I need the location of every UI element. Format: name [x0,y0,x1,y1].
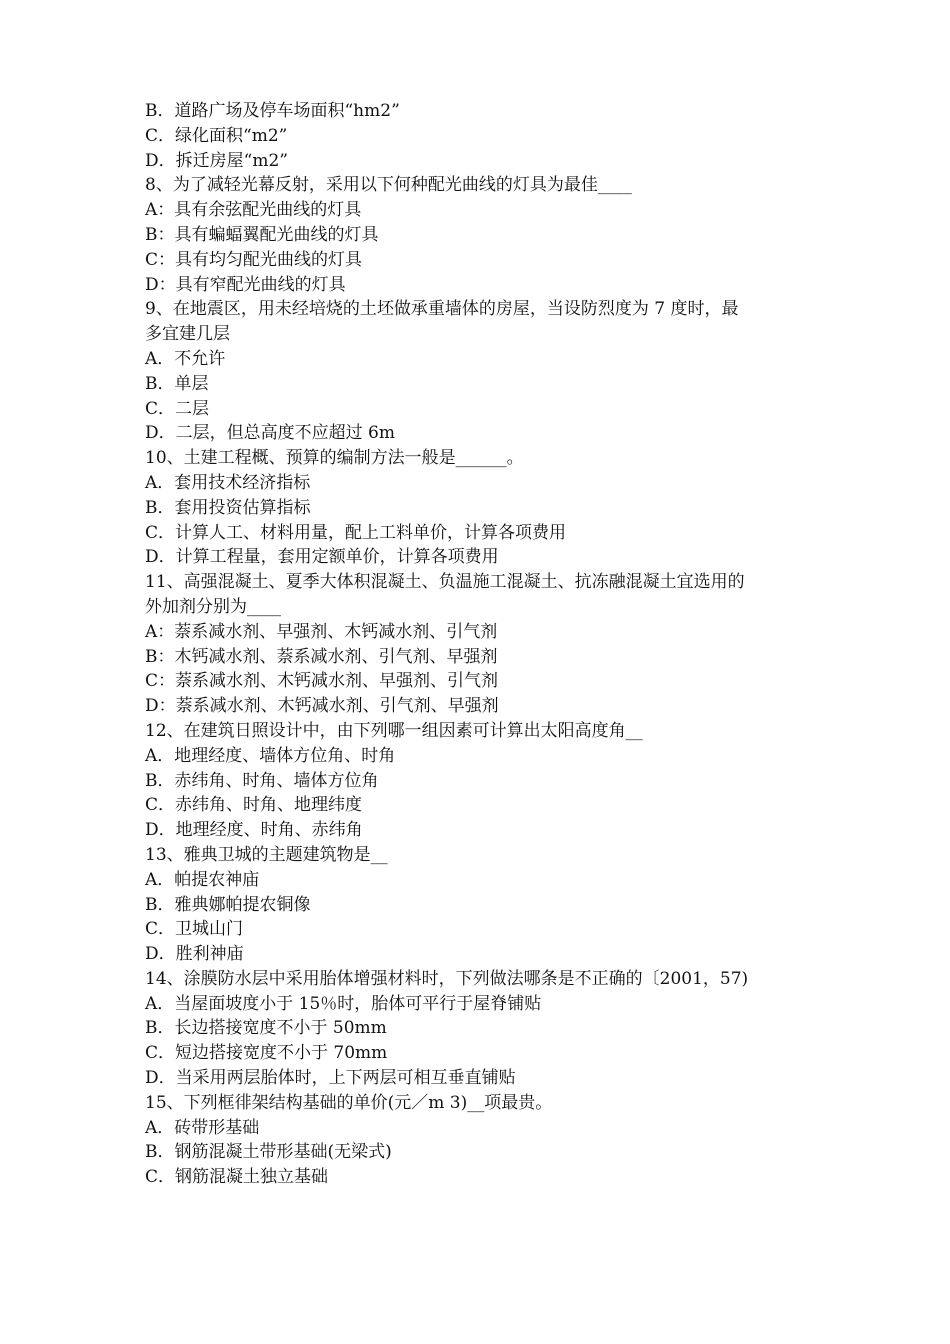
text-line: B．赤纬角、时角、墙体方位角 [145,770,379,791]
text-line: A．砖带形基础 [145,1117,260,1138]
text-line: C．短边搭接宽度不小于 70mm [145,1043,388,1064]
document-text-body [145,99,825,1190]
text-line: B．道路广场及停车场面积“hm2” [145,101,400,121]
question-12: 12、在建筑日照设计中，由下列哪一组因素可计算出太阳高度角__ [145,720,643,741]
text-line: C．钢筋混凝土独立基础 [145,1167,329,1188]
text-line: B．长边搭接宽度不小于 50mm [145,1018,387,1039]
text-line: C．计算人工、材料用量，配上工料单价，计算各项费用 [145,522,567,543]
text-line: D：萘系减水剂、木钙减水剂、引气剂、早强剂 [145,696,499,717]
text-line: A．不允许 [145,348,226,369]
text-line: B：木钙减水剂、萘系减水剂、引气剂、早强剂 [145,646,498,667]
text-line: C．二层 [145,398,210,419]
text-line: A．套用技术经济指标 [145,472,311,493]
text-line: 外加剂分别为____ [145,596,281,617]
text-line: D．当采用两层胎体时，上下两层可相互垂直铺贴 [145,1068,516,1089]
text-line: C：具有均匀配光曲线的灯具 [145,249,363,270]
text-line: C：萘系减水剂、木钙减水剂、早强剂、引气剂 [145,671,499,692]
question-8: 8、为了减轻光幕反射，采用以下何种配光曲线的灯具为最佳____ [145,175,632,196]
question-14: 14、涂膜防水层中采用胎体增强材料时，下列做法哪条是不正确的〔2001，57) [145,968,749,989]
text-line: D：具有窄配光曲线的灯具 [145,274,346,295]
text-line: B．钢筋混凝土带形基础(无梁式) [145,1142,392,1163]
text-line: C．赤纬角、时角、地理纬度 [145,795,363,816]
text-line: A．帕提农神庙 [145,869,260,890]
text-line: C．绿化面积“m2” [145,125,288,146]
text-line: D．拆迁房屋“m2” [145,150,288,171]
question-13: 13、雅典卫城的主题建筑物是__ [145,844,388,865]
text-line: A：萘系减水剂、早强剂、木钙减水剂、引气剂 [145,621,498,642]
text-line: D．地理经度、时角、赤纬角 [145,820,363,841]
text-line: A：具有余弦配光曲线的灯具 [145,200,362,221]
text-line: B．套用投资估算指标 [145,497,311,518]
question-15: 15、下列框徘架结构基础的单价(元／m 3)__项最贵。 [145,1092,553,1113]
text-line: D．计算工程量，套用定额单价，计算各项费用 [145,547,499,568]
question-11: 11、高强混凝土、夏季大体积混凝土、负温施工混凝土、抗冻融混凝土宜选用的 [145,572,745,593]
text-line: C．卫城山门 [145,919,244,940]
text-line: B．雅典娜帕提农铜像 [145,894,311,915]
text-line: B．单层 [145,373,209,394]
text-line: D．胜利神庙 [145,944,244,965]
question-9: 9、在地震区，用未经培烧的土坯做承重墙体的房屋，当设防烈度为 7 度时，最 [145,299,739,320]
text-line: B：具有蝙蝠翼配光曲线的灯具 [145,224,379,245]
text-line: D．二层，但总高度不应超过 6m [145,423,395,444]
question-10: 10、土建工程概、预算的编制方法一般是______。 [145,448,524,469]
text-line: A．地理经度、墙体方位角、时角 [145,745,396,766]
text-line: 多宜建几层 [145,324,230,345]
text-line: A．当屋面坡度小于 15％时，胎体可平行于屋脊铺贴 [145,993,542,1014]
